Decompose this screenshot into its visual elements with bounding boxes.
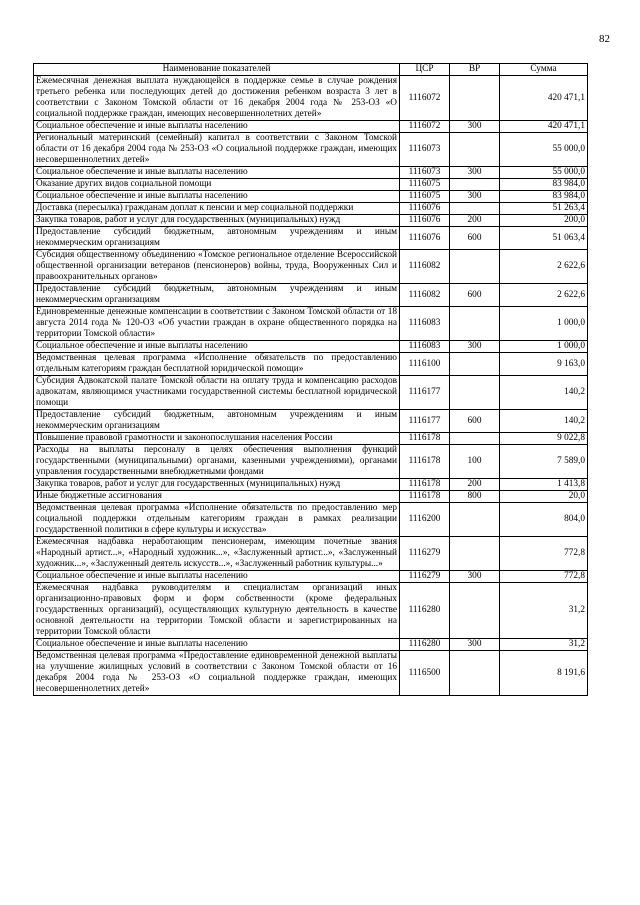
row-name: Оказание других видов социальной помощи	[34, 179, 400, 191]
row-csr: 1116280	[400, 583, 450, 639]
table-row	[34, 203, 588, 215]
header-row	[34, 64, 588, 76]
row-vr: 200	[450, 215, 500, 227]
row-sum: 1 000,0	[500, 341, 588, 353]
row-name: Ведомственная целевая программа «Исполнение обязательств по предоставлению отдельным категориям граждан бесплатной юридической помощи»	[34, 353, 400, 376]
row-csr: 1116500	[400, 651, 450, 696]
row-sum: 31,2	[500, 639, 588, 651]
header-name: Наименование показателей	[34, 64, 400, 76]
row-sum: 804,0	[500, 503, 588, 537]
row-sum: 200,0	[500, 215, 588, 227]
row-sum: 420 471,1	[500, 121, 588, 133]
row-name: Повышение правовой грамотности и законопослушания населения России	[34, 433, 400, 445]
row-name: Субсидия общественному объединению «Томское региональное отделение Всероссийской общественной организации ветеранов (пенсионеров) войны, труда, Вооруженных Сил и правоохранительных органов»	[34, 250, 400, 284]
row-csr: 1116100	[400, 353, 450, 376]
table-row	[34, 537, 588, 571]
table-row	[34, 445, 588, 479]
row-csr: 1116076	[400, 203, 450, 215]
row-vr: 600	[450, 227, 500, 250]
row-csr: 1116178	[400, 479, 450, 491]
row-name: Социальное обеспечение и иные выплаты населению	[34, 571, 400, 583]
row-name: Единовременные денежные компенсации в соответствии с Законом Томской области от 18 августа 2014 года № 120-ОЗ «Об участии граждан в охране общественного порядка на территории Томской области»	[34, 307, 400, 341]
row-sum: 9 022,8	[500, 433, 588, 445]
row-vr: 300	[450, 571, 500, 583]
row-name: Ежемесячная денежная выплата нуждающейся в поддержке семье в случае рождения третьего ребенка или последующих детей до достижения ребенком возраста 3 лет в соответствии с Законом Томской области от 16 декабря 2004 года № 253-ОЗ «О социальной поддержке граждан, имеющих несовершеннолетних детей»	[34, 76, 400, 121]
table-row	[34, 376, 588, 410]
row-vr: 600	[450, 284, 500, 307]
row-sum: 1 000,0	[500, 307, 588, 341]
table-row	[34, 250, 588, 284]
row-name: Социальное обеспечение и иные выплаты населению	[34, 167, 400, 179]
row-sum: 140,2	[500, 410, 588, 433]
row-csr: 1116076	[400, 215, 450, 227]
budget-table	[33, 63, 588, 696]
row-vr	[450, 133, 500, 167]
row-name: Социальное обеспечение и иные выплаты населению	[34, 639, 400, 651]
row-csr: 1116073	[400, 167, 450, 179]
header-sum: Сумма	[500, 64, 588, 76]
row-csr: 1116279	[400, 571, 450, 583]
row-csr: 1116083	[400, 341, 450, 353]
table-row	[34, 491, 588, 503]
row-sum: 51 263,4	[500, 203, 588, 215]
row-csr: 1116072	[400, 121, 450, 133]
row-csr: 1116075	[400, 179, 450, 191]
row-csr: 1116177	[400, 376, 450, 410]
row-csr: 1116082	[400, 250, 450, 284]
table-row	[34, 121, 588, 133]
table-row	[34, 307, 588, 341]
table-row	[34, 639, 588, 651]
table-row	[34, 651, 588, 696]
row-name: Ежемесячная надбавка неработающим пенсионерам, имеющим почетные звания «Народный артист...», «Народный художник...», «Заслуженный артист...», «Заслуженный художник...», «Заслуженный деятель искусств...», «Заслуженный работник культуры...»	[34, 537, 400, 571]
row-vr: 600	[450, 410, 500, 433]
row-csr: 1116280	[400, 639, 450, 651]
table-row	[34, 179, 588, 191]
row-csr: 1116075	[400, 191, 450, 203]
table-row	[34, 215, 588, 227]
row-name: Социальное обеспечение и иные выплаты населению	[34, 191, 400, 203]
row-vr: 800	[450, 491, 500, 503]
row-sum: 9 163,0	[500, 353, 588, 376]
row-csr: 1116076	[400, 227, 450, 250]
row-name: Расходы на выплаты персоналу в целях обеспечения выполнения функций государственными (муниципальными) органами, казенными учреждениями), органами управления государственными внебюджетными фондами	[34, 445, 400, 479]
table-row	[34, 191, 588, 203]
row-name: Социальное обеспечение и иные выплаты населению	[34, 121, 400, 133]
row-name: Доставка (пересылка) гражданам доплат к пенсии и мер социальной поддержки	[34, 203, 400, 215]
row-name: Закупка товаров, работ и услуг для государственных (муниципальных) нужд	[34, 479, 400, 491]
row-vr: 300	[450, 191, 500, 203]
row-sum: 1 413,8	[500, 479, 588, 491]
row-csr: 1116178	[400, 491, 450, 503]
row-vr	[450, 537, 500, 571]
header-csr: ЦСР	[400, 64, 450, 76]
row-name: Предоставление субсидий бюджетным, автономным учреждениям и иным некоммерческим организациям	[34, 410, 400, 433]
row-sum: 83 984,0	[500, 191, 588, 203]
row-sum: 772,8	[500, 571, 588, 583]
table-row	[34, 433, 588, 445]
row-vr	[450, 76, 500, 121]
row-vr: 300	[450, 341, 500, 353]
row-vr: 300	[450, 121, 500, 133]
table-row	[34, 76, 588, 121]
row-vr	[450, 433, 500, 445]
row-csr: 1116073	[400, 133, 450, 167]
row-vr: 300	[450, 167, 500, 179]
table-row	[34, 284, 588, 307]
row-vr	[450, 376, 500, 410]
table-row	[34, 341, 588, 353]
row-sum: 8 191,6	[500, 651, 588, 696]
table-row	[34, 583, 588, 639]
table-row	[34, 227, 588, 250]
page-number: 82	[599, 33, 610, 45]
table-row	[34, 479, 588, 491]
row-sum: 31,2	[500, 583, 588, 639]
row-csr: 1116083	[400, 307, 450, 341]
table-header	[34, 64, 588, 76]
row-vr	[450, 179, 500, 191]
row-name: Ведомственная целевая программа «Предоставление единовременной денежной выплаты на улучшение жилищных условий в соответствии с Законом Томской области от 16 декабря 2004 года № 253-ОЗ «О социальной поддержке граждан, имеющих несовершеннолетних детей»	[34, 651, 400, 696]
table-row	[34, 571, 588, 583]
row-name: Закупка товаров, работ и услуг для государственных (муниципальных) нужд	[34, 215, 400, 227]
row-vr	[450, 250, 500, 284]
header-vr: ВР	[450, 64, 500, 76]
row-sum: 20,0	[500, 491, 588, 503]
row-vr	[450, 307, 500, 341]
row-vr	[450, 583, 500, 639]
row-sum: 772,8	[500, 537, 588, 571]
row-vr	[450, 503, 500, 537]
row-vr	[450, 651, 500, 696]
row-sum: 7 589,0	[500, 445, 588, 479]
row-csr: 1116178	[400, 433, 450, 445]
row-csr: 1116082	[400, 284, 450, 307]
row-sum: 51 063,4	[500, 227, 588, 250]
row-sum: 55 000,0	[500, 133, 588, 167]
table-row	[34, 410, 588, 433]
row-sum: 83 984,0	[500, 179, 588, 191]
row-vr	[450, 353, 500, 376]
row-sum: 2 622,6	[500, 284, 588, 307]
row-csr: 1116178	[400, 445, 450, 479]
row-name: Социальное обеспечение и иные выплаты населению	[34, 341, 400, 353]
row-vr: 100	[450, 445, 500, 479]
table-row	[34, 353, 588, 376]
row-sum: 140,2	[500, 376, 588, 410]
row-sum: 2 622,6	[500, 250, 588, 284]
row-name: Региональный материнский (семейный) капитал в соответствии с Законом Томской области от 16 декабря 2004 года № 253-ОЗ «О социальной поддержке граждан, имеющих несовершеннолетних детей»	[34, 133, 400, 167]
row-name: Ведомственная целевая программа «Исполнение обязательств по предоставлению мер социальной поддержки отдельным категориям граждан в рамках реализации государственной политики в сфере культуры и искусства»	[34, 503, 400, 537]
row-csr: 1116072	[400, 76, 450, 121]
row-csr: 1116200	[400, 503, 450, 537]
row-name: Иные бюджетные ассигнования	[34, 491, 400, 503]
row-vr: 200	[450, 479, 500, 491]
row-sum: 420 471,1	[500, 76, 588, 121]
row-csr: 1116279	[400, 537, 450, 571]
row-sum: 55 000,0	[500, 167, 588, 179]
row-vr: 300	[450, 639, 500, 651]
table-body	[34, 76, 588, 696]
row-vr	[450, 203, 500, 215]
row-name: Предоставление субсидий бюджетным, автономным учреждениям и иным некоммерческим организациям	[34, 227, 400, 250]
row-name: Предоставление субсидий бюджетным, автономным учреждениям и иным некоммерческим организациям	[34, 284, 400, 307]
row-csr: 1116177	[400, 410, 450, 433]
table-row	[34, 167, 588, 179]
table-row	[34, 503, 588, 537]
table-row	[34, 133, 588, 167]
row-name: Субсидия Адвокатской палате Томской области на оплату труда и компенсацию расходов адвокатам, являющимся участниками государственной системы бесплатной юридической помощи	[34, 376, 400, 410]
row-name: Ежемесячная надбавка руководителям и специалистам организаций иных организационно-правовых форм и форм собственности (кроме федеральных государственных организаций), осуществляющих культурную деятельность в качестве основной деятельности на территории Томской области и зарегистрированных на территории Томской области	[34, 583, 400, 639]
